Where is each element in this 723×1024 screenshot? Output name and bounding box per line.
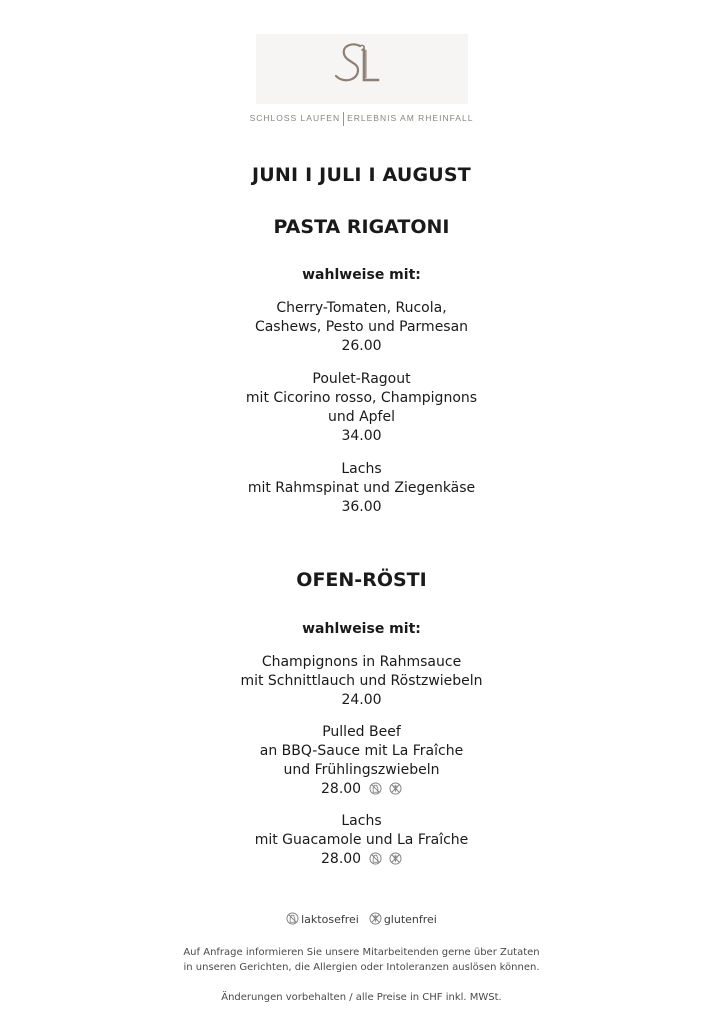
dish-price: 36.00 <box>341 499 382 515</box>
dish-line: und Frühlingszwiebeln <box>283 762 440 778</box>
choice-label-pasta: wahlweise mit: <box>302 267 421 283</box>
legend-gluten-free: glutenfrei <box>383 913 437 926</box>
dish-roesti-champignons <box>0 653 723 710</box>
dish-pasta-poulet <box>0 370 723 446</box>
dish-line: mit Cicorino rosso, Champignons <box>245 390 478 406</box>
allergy-info-line: in unseren Gerichten, die Allergien oder Intoleranzen auslösen können. <box>183 962 540 973</box>
dish-pasta-lachs <box>0 460 723 517</box>
dish-pasta-tomato <box>0 299 723 356</box>
lactose-free-icon <box>369 782 382 795</box>
dish-line: an BBQ-Sauce mit La Fraîche <box>259 743 464 759</box>
lactose-free-icon <box>286 912 299 925</box>
dish-line: Pulled Beef <box>322 724 401 740</box>
brand-divider <box>343 112 344 126</box>
allergy-info-line: Auf Anfrage informieren Sie unsere Mitarbeitenden gerne über Zutaten <box>183 947 540 958</box>
dish-price: 28.00 <box>321 781 362 797</box>
dish-line: Lachs <box>341 461 382 477</box>
dish-line: und Apfel <box>328 409 395 425</box>
dish-roesti-pulled-beef <box>0 723 723 799</box>
dish-line: mit Rahmspinat und Ziegenkäse <box>247 480 476 496</box>
dish-price: 28.00 <box>321 851 362 867</box>
gluten-free-icon <box>389 782 402 795</box>
gluten-free-icon <box>369 912 382 925</box>
dish-line: Poulet-Ragout <box>312 371 411 387</box>
dish-price: 24.00 <box>341 692 382 708</box>
brand-tagline: ERLEBNIS AM RHEINFALL <box>347 113 474 123</box>
brand-line <box>0 112 723 126</box>
legend-lactose-free: laktosefrei <box>301 913 359 926</box>
gluten-free-icon <box>389 852 402 865</box>
dish-price: 26.00 <box>341 338 382 354</box>
dish-line: Champignons in Rahmsauce <box>261 654 462 670</box>
allergen-legend <box>0 912 723 926</box>
lactose-free-icon <box>369 852 382 865</box>
dish-price: 34.00 <box>341 428 382 444</box>
schloss-laufen-logo-icon <box>322 36 392 92</box>
dish-line: mit Schnittlauch und Röstzwiebeln <box>240 673 483 689</box>
section-title-roesti: OFEN-RÖSTI <box>296 569 427 591</box>
dish-line: mit Guacamole und La Fraîche <box>254 832 469 848</box>
dish-line: Cashews, Pesto und Parmesan <box>254 319 469 335</box>
section-title-pasta: PASTA RIGATONI <box>273 216 450 238</box>
dish-roesti-lachs <box>0 812 723 869</box>
allergy-info <box>0 945 723 975</box>
price-footer: Änderungen vorbehalten / alle Preise in CHF inkl. MWSt. <box>221 992 502 1003</box>
dish-price-row <box>0 780 723 799</box>
choice-label-roesti: wahlweise mit: <box>302 621 421 637</box>
brand-name: SCHLOSS LAUFEN <box>249 113 341 123</box>
dish-line: Lachs <box>341 813 382 829</box>
season-heading: JUNI I JULI I AUGUST <box>252 164 471 186</box>
dish-line: Cherry-Tomaten, Rucola, <box>276 300 447 316</box>
dish-price-row <box>0 850 723 869</box>
